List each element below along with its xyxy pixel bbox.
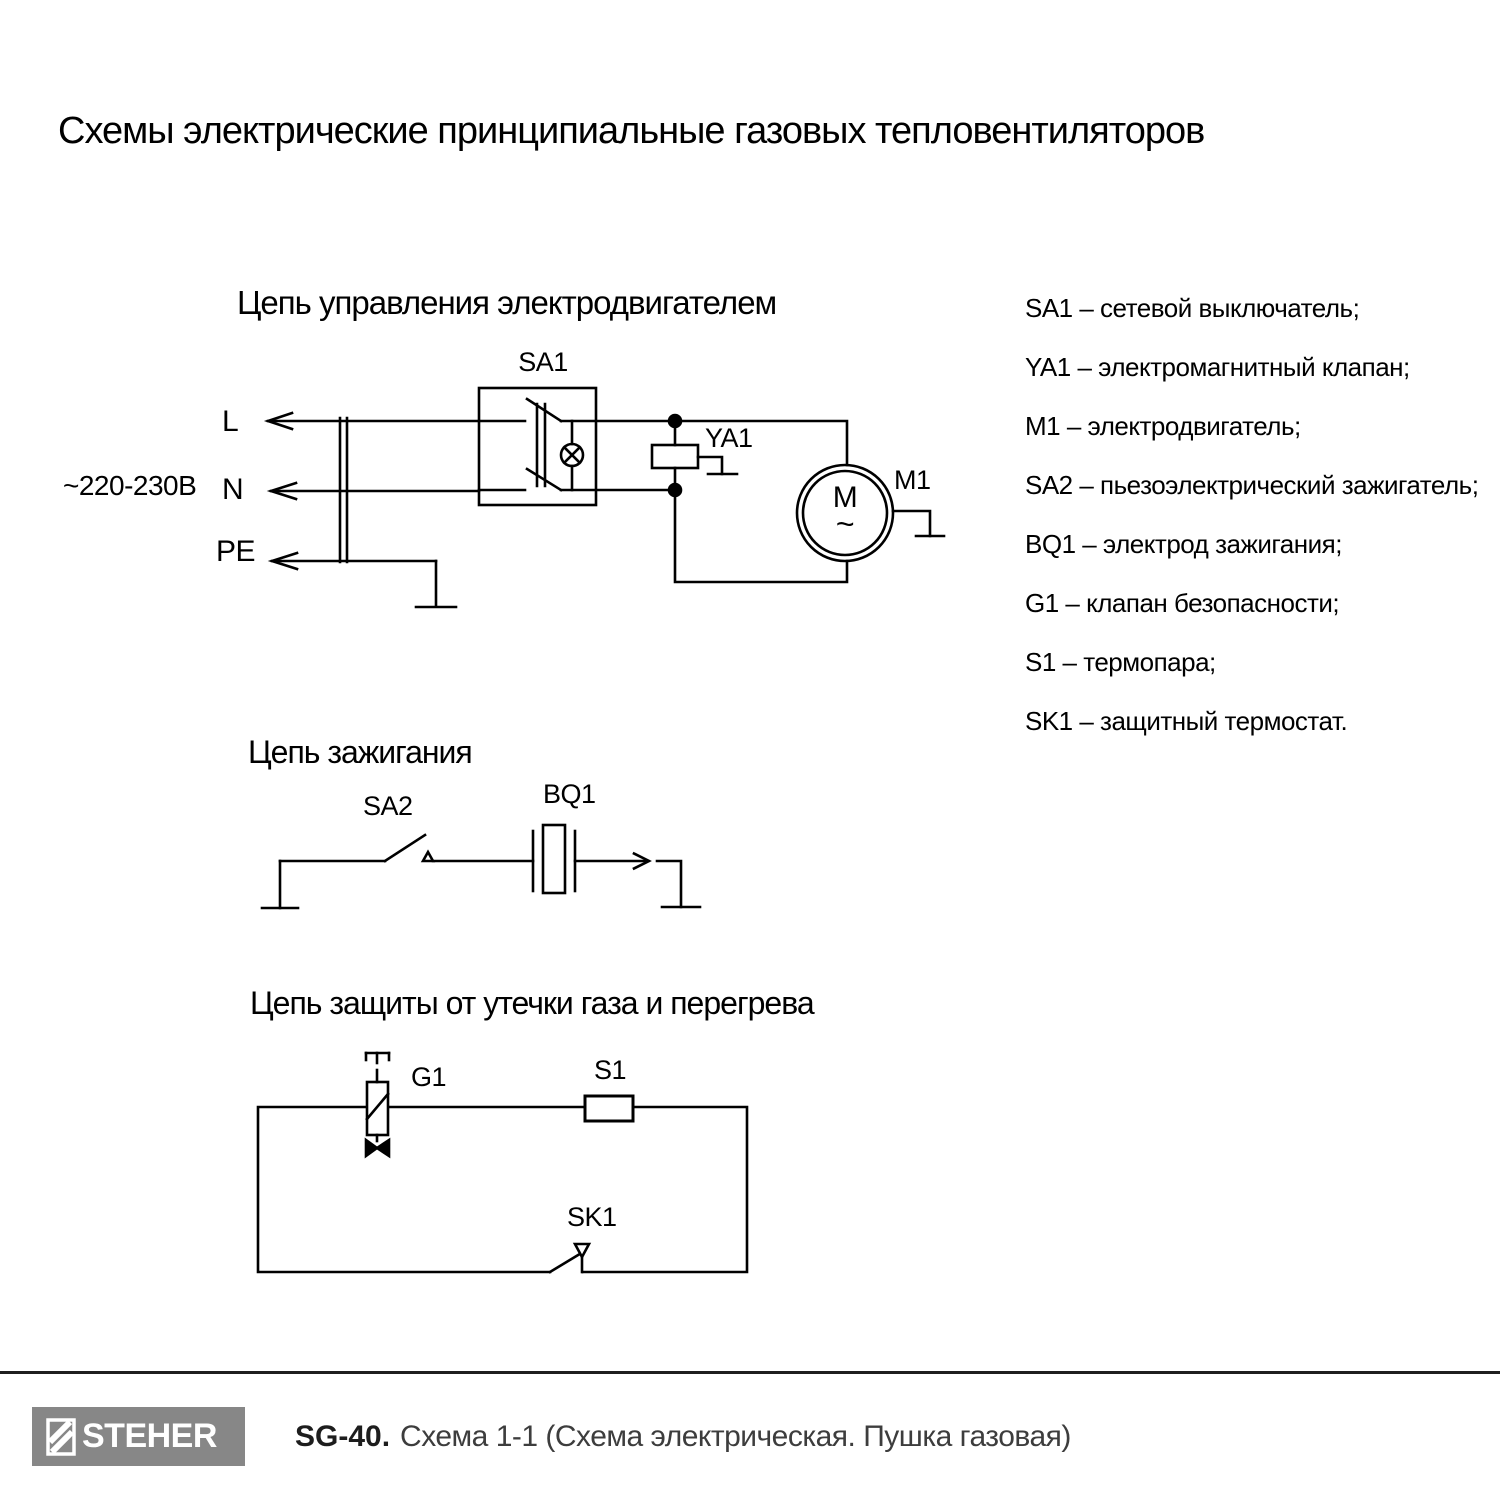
legend-item: G1 – клапан безопасности;: [1025, 588, 1340, 618]
protection-loop: [258, 1107, 747, 1272]
protection-title: Цепь защиты от утечки газа и перегрева: [250, 985, 814, 1021]
pushbutton-triangle-icon: [423, 852, 433, 861]
sa1-label: SA1: [518, 347, 568, 377]
legend-item: SA1 – сетевой выключатель;: [1025, 293, 1360, 323]
legend-item: SK1 – защитный термостат.: [1025, 706, 1348, 736]
ya1-label: YA1: [705, 423, 753, 453]
footer-caption: [295, 1420, 1071, 1454]
sk1-label: SK1: [567, 1202, 617, 1232]
terminal-pe-label: PE: [216, 535, 256, 568]
brand-name: STEHER: [82, 1417, 217, 1455]
motor-letter: M: [832, 481, 858, 514]
g1-label: G1: [411, 1062, 447, 1092]
indicator-lamp-icon: [561, 421, 583, 490]
s1-label: S1: [594, 1055, 627, 1085]
valve-bowtie-icon: [377, 1140, 389, 1156]
motor-control-title: Цепь управления электродвигателем: [237, 284, 777, 321]
page-title: Схемы электрические принципиальные газовых тепловентиляторов: [58, 110, 1205, 152]
sa2-label: SA2: [363, 791, 413, 821]
sa2-switch-symbol: [262, 835, 533, 908]
brand-logo: [32, 1407, 245, 1466]
legend-item: SA2 – пьезоэлектрический зажигатель;: [1025, 470, 1479, 500]
brand-logo-icon: [46, 1418, 76, 1456]
footer-divider: [0, 1371, 1500, 1374]
legend-item: YA1 – электромагнитный клапан;: [1025, 352, 1410, 382]
g1-valve-symbol: [366, 1053, 389, 1156]
legend-item: S1 – термопара;: [1025, 647, 1216, 677]
footer-model: SG-40.: [295, 1420, 391, 1453]
ignition-title: Цепь зажигания: [248, 734, 472, 770]
legend-item: BQ1 – электрод зажигания;: [1025, 529, 1342, 559]
sa1-switch-symbol: [479, 388, 596, 505]
legend-item: M1 – электродвигатель;: [1025, 411, 1301, 441]
voltage-label: ~220-230В: [63, 470, 197, 501]
sk1-thermostat-symbol: [550, 1244, 589, 1272]
m1-label: M1: [894, 465, 931, 495]
bq1-label: BQ1: [543, 779, 596, 809]
s1-thermocouple-symbol: [585, 1096, 633, 1121]
footer-caption-text: Схема 1-1 (Схема электрическая. Пушка газовая): [400, 1420, 1071, 1453]
motor-ac-sign: ~: [835, 506, 855, 542]
power-terminals-group: [268, 413, 479, 607]
component-legend: [1025, 295, 1478, 734]
bq1-electrode-symbol: [533, 825, 700, 907]
terminal-n-label: N: [222, 473, 244, 506]
terminal-l-label: L: [222, 405, 239, 438]
